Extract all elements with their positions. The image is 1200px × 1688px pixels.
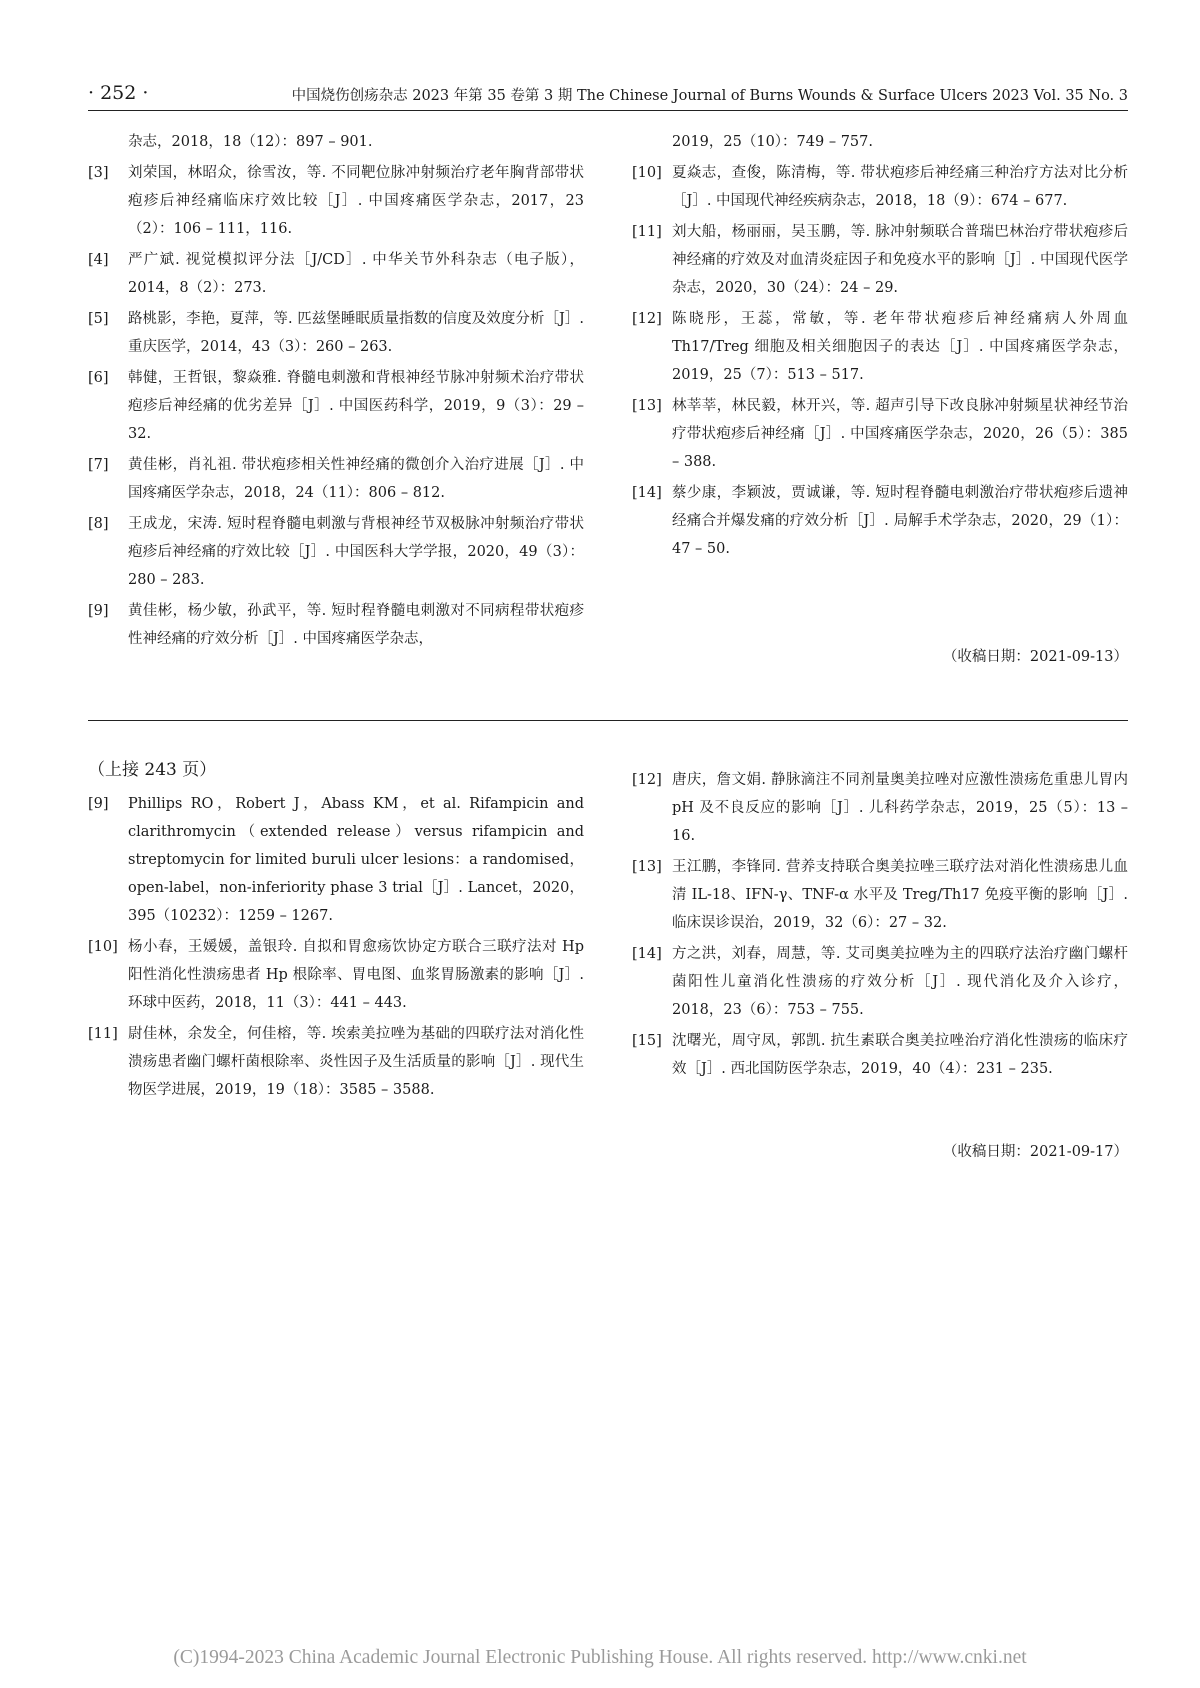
- reference-item: [632, 479, 1128, 563]
- reference-item: [88, 246, 584, 302]
- page-header: [88, 82, 1128, 108]
- running-title: 中国烧伤创疡杂志 2023 年第 35 卷第 3 期 The Chinese Journal of Burns Wounds & Surface Ulcers 2023 Vol. 35 No. 3: [291, 88, 1128, 104]
- reference-item: [632, 940, 1128, 1024]
- reference-text: 陈晓彤，王蕊，常敏，等. 老年带状疱疹后神经痛病人外周血 Th17/Treg 细胞及相关细胞因子的表达［J］. 中国疼痛医学杂志，2019，25（7）：513 – 517.: [672, 311, 1128, 383]
- continued-note: （上接 243 页）: [88, 760, 217, 780]
- copyright-footer: (C)1994-2023 China Academic Journal Electronic Publishing House. All rights reserved. http://www.cnki.net: [173, 1647, 1027, 1668]
- reference-number: [13]: [632, 859, 662, 875]
- reference-item: [632, 305, 1128, 389]
- reference-item: [88, 597, 584, 653]
- reference-item: [88, 510, 584, 594]
- reference-number: [11]: [632, 224, 662, 240]
- reference-number: [12]: [632, 311, 662, 327]
- references-right-column: [632, 128, 1128, 566]
- received-date: （收稿日期：2021-09-13）: [942, 649, 1128, 665]
- reference-number: [14]: [632, 946, 662, 962]
- references-left-column: [88, 128, 584, 656]
- reference-text: 杨小春，王媛媛，盖银玲. 自拟和胃愈疡饮协定方联合三联疗法对 Hp 阳性消化性溃疡患者 Hp 根除率、胃电图、血浆胃肠激素的影响［J］. 环球中医药，2018，11（3）：441 – 443.: [128, 939, 584, 1011]
- reference-number: [7]: [88, 457, 109, 473]
- continued-right-column: [632, 766, 1128, 1086]
- reference-text: 刘大船，杨丽丽，吴玉鹏，等. 脉冲射频联合普瑞巴林治疗带状疱疹后神经痛的疗效及对血清炎症因子和免疫水平的影响［J］. 中国现代医学杂志，2020，30（24）：24 – 29.: [672, 224, 1128, 296]
- reference-item: [88, 933, 584, 1017]
- received-date-2: （收稿日期：2021-09-17）: [942, 1144, 1128, 1160]
- reference-item: [632, 766, 1128, 850]
- reference-text: 黄佳彬，杨少敏，孙武平，等. 短时程脊髓电刺激对不同病程带状疱疹性神经痛的疗效分析［J］. 中国疼痛医学杂志，: [128, 603, 584, 647]
- reference-item: [88, 159, 584, 243]
- reference-item: [632, 853, 1128, 937]
- page-number: · 252 ·: [88, 82, 149, 104]
- reference-item: [632, 128, 1128, 156]
- reference-number: [10]: [632, 165, 662, 181]
- reference-number: [15]: [632, 1033, 662, 1049]
- reference-item: [632, 392, 1128, 476]
- reference-text: 杂志，2018，18（12）：897 – 901.: [128, 134, 373, 150]
- reference-item: [88, 305, 584, 361]
- reference-text: 王江鹏，李锋同. 营养支持联合奥美拉唑三联疗法对消化性溃疡患儿血清 IL-18、IFN-γ、TNF-α 水平及 Treg/Th17 免疫平衡的影响［J］. 临床误诊误治，2019，32（6）：27 – 32.: [672, 859, 1128, 931]
- reference-text: 尉佳林，余发全，何佳榕，等. 埃索美拉唑为基础的四联疗法对消化性溃疡患者幽门螺杆菌根除率、炎性因子及生活质量的影响［J］. 现代生物医学进展，2019，19（18）：3585 – 3588.: [128, 1026, 584, 1098]
- reference-item: [88, 1020, 584, 1104]
- reference-text: 韩健，王哲银，黎焱雅. 脊髓电刺激和背根神经节脉冲射频术治疗带状疱疹后神经痛的优劣差异［J］. 中国医药科学，2019，9（3）：29 – 32.: [128, 370, 584, 442]
- reference-item: [88, 451, 584, 507]
- reference-item: [88, 128, 584, 156]
- reference-text: 黄佳彬，肖礼祖. 带状疱疹相关性神经痛的微创介入治疗进展［J］. 中国疼痛医学杂志，2018，24（11）：806 – 812.: [128, 457, 584, 501]
- header-rule: [88, 110, 1128, 111]
- reference-text: 方之洪，刘春，周慧，等. 艾司奥美拉唑为主的四联疗法治疗幽门螺杆菌阳性儿童消化性溃疡的疗效分析［J］. 现代消化及介入诊疗，2018，23（6）：753 – 755.: [672, 946, 1128, 1018]
- reference-text: 路桃影，李艳，夏萍，等. 匹兹堡睡眠质量指数的信度及效度分析［J］. 重庆医学，2014，43（3）：260 – 263.: [128, 311, 584, 355]
- section-divider: [88, 720, 1128, 721]
- reference-text: Phillips RO，Robert J，Abass KM，et al. Rifampicin and clarithromycin（extended release）versus rifampicin and streptomycin for limited buruli ulcer lesions：a randomised，open-label，non-inferiority phase 3 trial［J］. Lancet，2020，395（10232）：1259 – 1267.: [128, 796, 584, 924]
- reference-text: 2019，25（10）：749 – 757.: [672, 134, 873, 150]
- reference-text: 蔡少康，李颖波，贾诚谦，等. 短时程脊髓电刺激治疗带状疱疹后遗神经痛合并爆发痛的疗效分析［J］. 局解手术学杂志，2020，29（1）：47 – 50.: [672, 485, 1128, 557]
- reference-item: [88, 364, 584, 448]
- reference-number: [5]: [88, 311, 109, 327]
- reference-number: [8]: [88, 516, 109, 532]
- reference-text: 沈曙光，周守凤，郭凯. 抗生素联合奥美拉唑治疗消化性溃疡的临床疗效［J］. 西北国防医学杂志，2019，40（4）：231 – 235.: [672, 1033, 1128, 1077]
- reference-item: [632, 159, 1128, 215]
- reference-number: [14]: [632, 485, 662, 501]
- reference-number: [6]: [88, 370, 109, 386]
- reference-text: 严广斌. 视觉模拟评分法［J/CD］. 中华关节外科杂志（电子版），2014，8（2）：273.: [128, 252, 584, 296]
- reference-text: 林莘莘，林民毅，林开兴，等. 超声引导下改良脉冲射频星状神经节治疗带状疱疹后神经痛［J］. 中国疼痛医学杂志，2020，26（5）：385 – 388.: [672, 398, 1128, 470]
- reference-text: 刘荣国，林昭众，徐雪汝，等. 不同靶位脉冲射频治疗老年胸背部带状疱疹后神经痛临床疗效比较［J］. 中国疼痛医学杂志，2017，23（2）：106 – 111，116.: [128, 165, 584, 237]
- reference-number: [11]: [88, 1026, 118, 1042]
- reference-number: [9]: [88, 796, 109, 812]
- reference-number: [12]: [632, 772, 662, 788]
- reference-item: [632, 218, 1128, 302]
- reference-item: [88, 790, 584, 930]
- reference-number: [13]: [632, 398, 662, 414]
- continued-left-column: [88, 756, 584, 1107]
- reference-item: [632, 1027, 1128, 1083]
- reference-number: [3]: [88, 165, 109, 181]
- reference-text: 唐庆，詹文娟. 静脉滴注不同剂量奥美拉唑对应激性溃疡危重患儿胃内 pH 及不良反应的影响［J］. 儿科药学杂志，2019，25（5）：13 – 16.: [672, 772, 1128, 844]
- reference-number: [4]: [88, 252, 109, 268]
- reference-text: 夏焱志，查俊，陈清梅，等. 带状疱疹后神经痛三种治疗方法对比分析［J］. 中国现代神经疾病杂志，2018，18（9）：674 – 677.: [672, 165, 1128, 209]
- reference-number: [9]: [88, 603, 109, 619]
- reference-text: 王成龙，宋涛. 短时程脊髓电刺激与背根神经节双极脉冲射频治疗带状疱疹后神经痛的疗效比较［J］. 中国医科大学学报，2020，49（3）：280 – 283.: [128, 516, 584, 588]
- reference-number: [10]: [88, 939, 118, 955]
